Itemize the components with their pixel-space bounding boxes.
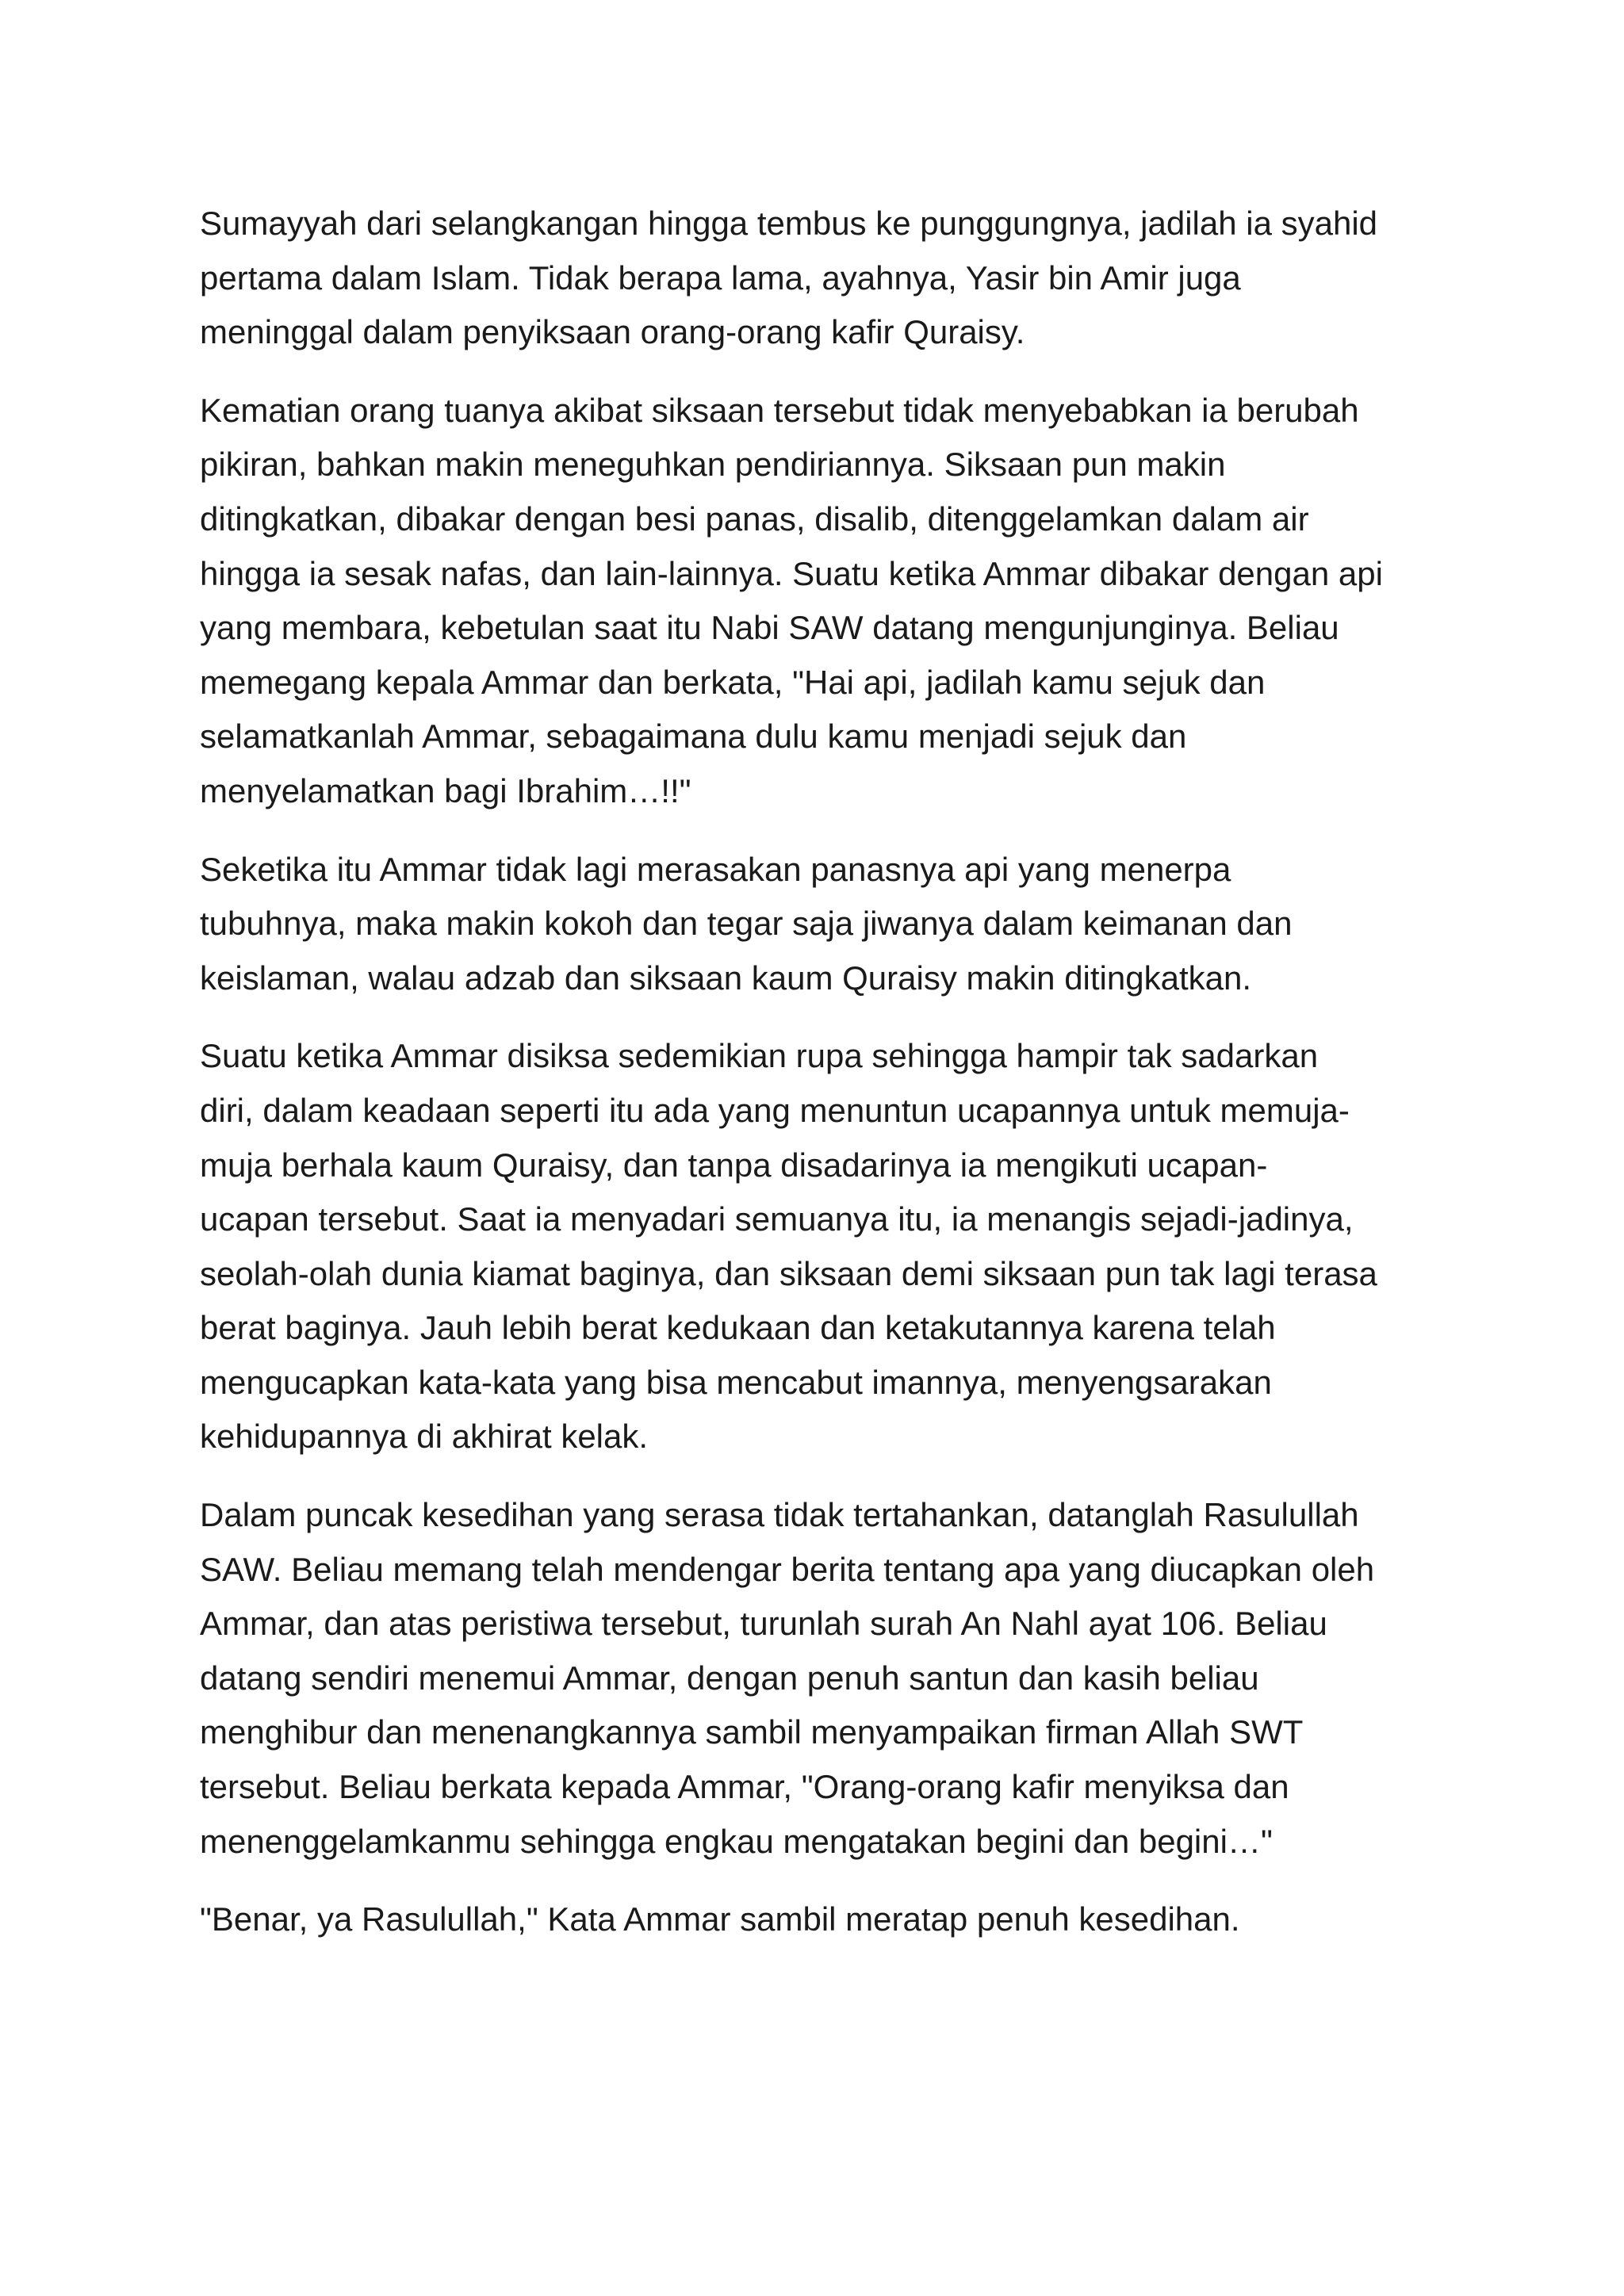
text-line: pertama dalam Islam. Tidak berapa lama, ayahnya, Yasir bin Amir juga <box>200 258 1241 297</box>
text-line: Sumayyah dari selangkangan hingga tembus ke punggungnya, jadilah ia syahid <box>200 205 1378 242</box>
text-line: menghibur dan menenangkannya sambil menyampaikan firman Allah SWT <box>200 1713 1304 1751</box>
paragraph-2 <box>200 384 1453 819</box>
paragraph-6 <box>200 1892 1453 1947</box>
text-line: selamatkanlah Ammar, sebagaimana dulu kamu menjadi sejuk dan <box>200 718 1187 756</box>
paragraph-3 <box>200 843 1453 1006</box>
paragraph-1 <box>200 197 1453 360</box>
text-line: "Benar, ya Rasulullah," Kata Ammar sambil meratap penuh kesedihan. <box>200 1900 1240 1938</box>
text-line: ditingkatkan, dibakar dengan besi panas, disalib, ditenggelamkan dalam air <box>200 499 1309 538</box>
text-line: menyelamatkan bagi Ibrahim…!!" <box>200 771 691 809</box>
text-line: datang sendiri menemui Ammar, dengan penuh santun dan kasih beliau <box>200 1659 1259 1697</box>
text-line: meninggal dalam penyiksaan orang-orang kafir Quraisy. <box>200 313 1025 351</box>
text-line: kehidupannya di akhirat kelak. <box>200 1418 649 1456</box>
text-line: pikiran, bahkan makin meneguhkan pendiriannya. Siksaan pun makin <box>200 446 1226 484</box>
text-line: mengucapkan kata-kata yang bisa mencabut imannya, menyengsarakan <box>200 1363 1272 1401</box>
text-line: Kematian orang tuanya akibat siksaan tersebut tidak menyebabkan ia berubah <box>200 391 1359 429</box>
text-line: berat baginya. Jauh lebih berat kedukaan dan ketakutannya karena telah <box>200 1309 1276 1347</box>
text-line: keislaman, walau adzab dan siksaan kaum Quraisy makin ditingkatkan. <box>200 959 1252 997</box>
text-line: Ammar, dan atas peristiwa tersebut, turunlah surah An Nahl ayat 106. Beliau <box>200 1605 1327 1643</box>
text-line: tubuhnya, maka makin kokoh dan tegar saja jiwanya dalam keimanan dan <box>200 905 1293 943</box>
text-line: SAW. Beliau memang telah mendengar berita tentang apa yang diucapkan oleh <box>200 1550 1375 1588</box>
paragraph-5 <box>200 1488 1453 1869</box>
text-line: Dalam puncak kesedihan yang serasa tidak tertahankan, datanglah Rasulullah <box>200 1496 1359 1534</box>
text-line: yang membara, kebetulan saat itu Nabi SAW datang mengunjunginya. Beliau <box>200 609 1339 647</box>
text-line: Seketika itu Ammar tidak lagi merasakan panasnya api yang menerpa <box>200 850 1231 888</box>
text-line: muja berhala kaum Quraisy, dan tanpa disadarinya ia mengikuti ucapan- <box>200 1146 1268 1184</box>
paragraph-4 <box>200 1029 1453 1464</box>
text-line: Suatu ketika Ammar disiksa sedemikian rupa sehingga hampir tak sadarkan <box>200 1037 1319 1075</box>
text-line: ucapan tersebut. Saat ia menyadari semuanya itu, ia menangis sejadi-jadinya, <box>200 1200 1354 1238</box>
text-line: menenggelamkanmu sehingga engkau mengatakan begini dan begini…" <box>200 1822 1273 1860</box>
document-page <box>200 197 1453 1971</box>
text-line: seolah-olah dunia kiamat baginya, dan siksaan demi siksaan pun tak lagi terasa <box>200 1254 1377 1292</box>
text-line: memegang kepala Ammar dan berkata, "Hai api, jadilah kamu sejuk dan <box>200 663 1266 701</box>
text-line: tersebut. Beliau berkata kepada Ammar, "Orang-orang kafir menyiksa dan <box>200 1768 1289 1806</box>
text-line: hingga ia sesak nafas, dan lain-lainnya. Suatu ketika Ammar dibakar dengan api <box>200 554 1383 592</box>
text-line: diri, dalam keadaan seperti itu ada yang menuntun ucapannya untuk memuja- <box>200 1091 1350 1129</box>
